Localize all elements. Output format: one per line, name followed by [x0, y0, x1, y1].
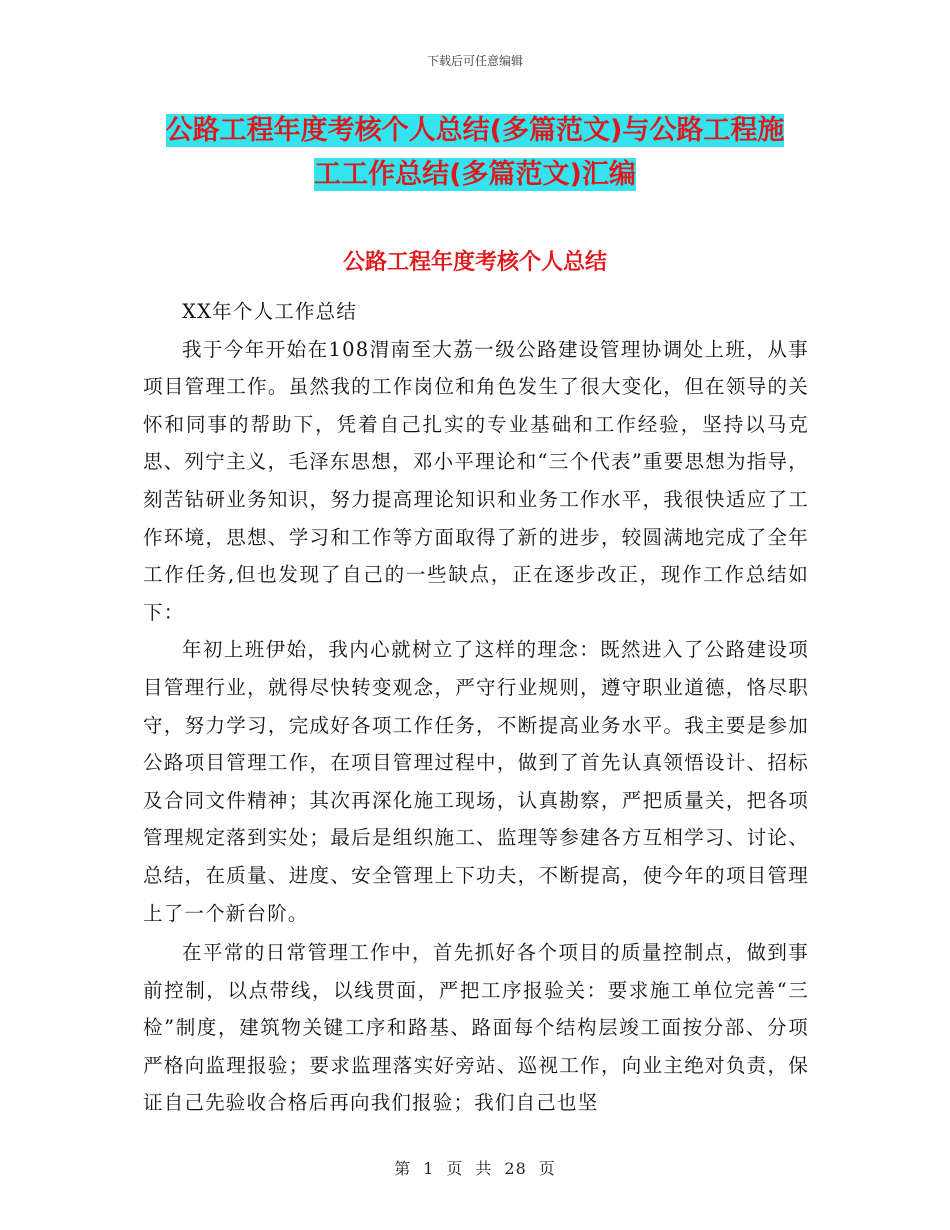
footer-total-pages: 28 — [504, 1159, 527, 1178]
section-title: 公路工程年度考核个人总结 — [342, 250, 607, 275]
title-line-2-text: 工工作总结(多篇范文)汇编 — [314, 159, 636, 190]
footer-suffix: 页 — [538, 1159, 556, 1178]
title-line-1-text: 公路工程年度考核个人总结(多篇范文)与公路工程施 — [165, 115, 785, 146]
footer-prefix: 第 — [394, 1159, 412, 1178]
paragraph: 我于今年开始在108渭南至大荔一级公路建设管理协调处上班，从事项目管理工作。虽然我的工作岗位和角色发生了很大变化，但在领导的关怀和同事的帮助下，凭着自己扎实的专业基础和工作经验，坚持以马克思、列宁主义，毛泽东思想，邓小平理论和“三个代表”重要思想为指导，刻苦钻研业务知识，努力提高理论知识和业务工作水平，我很快适应了工作环境，思想、学习和工作等方面取得了新的进步，较圆满地完成了全年工作任务,但也发现了自己的一些缺点，正在逐步改正，现作工作总结如下： — [143, 337, 809, 624]
footer-page-word: 页 — [446, 1159, 464, 1178]
document-title-line-1 — [140, 108, 810, 153]
page-footer — [0, 1156, 950, 1179]
footer-page-number: 1 — [423, 1159, 435, 1178]
document-title-line-2 — [140, 152, 810, 197]
paragraph: 年初上班伊始，我内心就树立了这样的理念：既然进入了公路建设项目管理行业，就得尽快转变观念，严守行业规则，遵守职业道德，恪尽职守，努力学习，完成好各项工作任务，不断提高业务水平。我主要是参加公路项目管理工作，在项目管理过程中，做到了首先认真领悟设计、招标及合同文件精神；其次再深化施工现场，认真勘察，严把质量关，把各项管理规定落到实处；最后是组织施工、监理等参建各方互相学习、讨论、总结，在质量、进度、安全管理上下功夫，不断提高，使今年的项目管理上了一个新台阶。 — [143, 638, 809, 925]
header-note: 下载后可任意编辑 — [426, 54, 523, 68]
paragraph-heading: XX年个人工作总结 — [182, 300, 358, 323]
footer-total-label: 共 — [475, 1159, 493, 1178]
document-body — [143, 293, 809, 1122]
paragraph: 在平常的日常管理工作中，首先抓好各个项目的质量控制点，做到事前控制，以点带线，以线贯面，严把工序报验关：要求施工单位完善“三检”制度，建筑物关键工序和路基、路面每个结构层竣工面按分部、分项严格向监理报验；要求监理落实好旁站、巡视工作，向业主绝对负责，保证自己先验收合格后再向我们报验；我们自己也坚 — [143, 941, 809, 1115]
